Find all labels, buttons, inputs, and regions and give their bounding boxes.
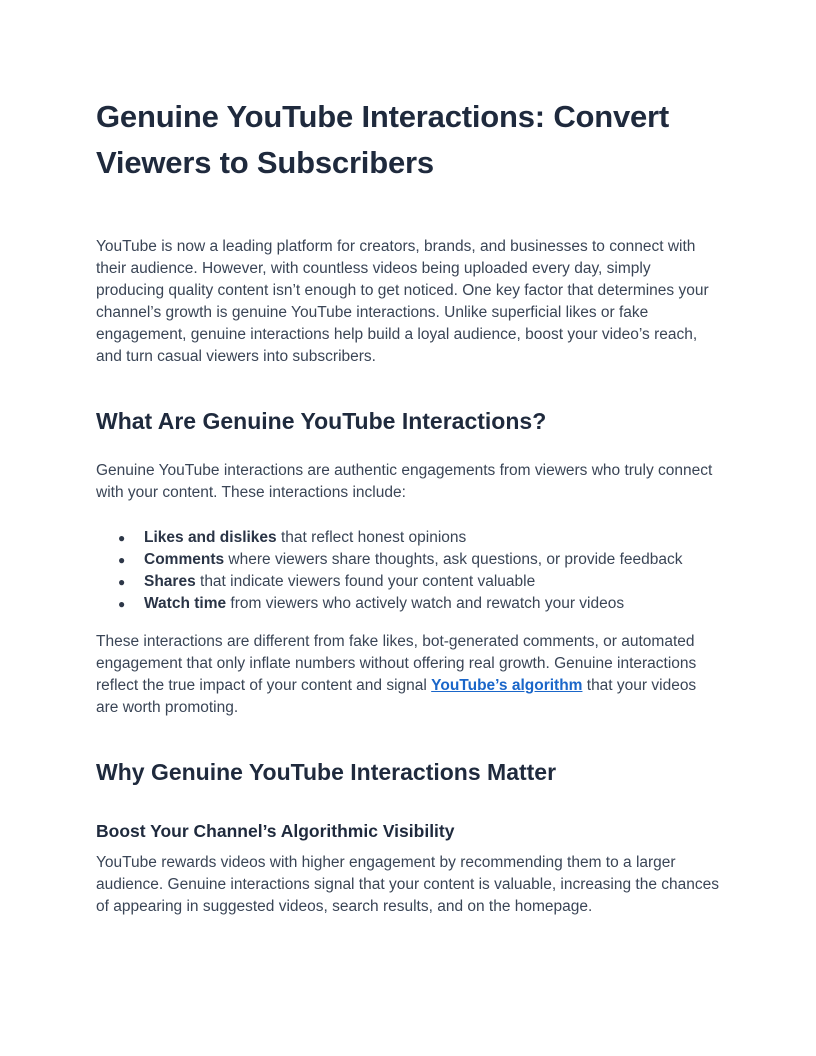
youtube-algorithm-link[interactable]: YouTube’s algorithm	[431, 677, 583, 694]
section-heading-why-matter: Why Genuine YouTube Interactions Matter	[96, 759, 557, 785]
list-item-text: that reflect honest opinions	[276, 529, 467, 546]
bullet-icon: ●	[118, 575, 126, 589]
section-paragraph-contrast	[96, 631, 720, 719]
bullet-icon: ●	[118, 531, 126, 545]
list-item	[118, 527, 720, 549]
subsection-paragraph-visibility: YouTube rewards videos with higher engagement by recommending them to a larger audience. Genuine interactions signal that your content is valuable, increasing the chances of appearing in suggested videos, search results, and on the homepage.	[96, 854, 719, 915]
list-item-text: where viewers share thoughts, ask questions, or provide feedback	[224, 551, 683, 568]
bullet-icon: ●	[118, 553, 126, 567]
page-title: Genuine YouTube Interactions: Convert Viewers to Subscribers	[96, 99, 670, 180]
subsection-heading-visibility: Boost Your Channel’s Algorithmic Visibility	[96, 821, 455, 841]
list-item-bold: Likes and dislikes	[144, 529, 277, 546]
list-item	[118, 571, 720, 593]
list-item-bold: Watch time	[144, 595, 227, 612]
list-item	[118, 593, 720, 615]
list-item-text: that indicate viewers found your content valuable	[195, 573, 536, 590]
paragraph-text-before-link: These interactions are different from fake likes, bot-generated comments, or automated engagement that only inflate numbers without offering real growth. Genuine interactions reflect the true impact of your content and signal	[96, 633, 697, 694]
paragraph-text-after-link: that your videos are worth promoting.	[96, 677, 697, 716]
section-paragraph-definition: Genuine YouTube interactions are authentic engagements from viewers who truly connect with your content. These interactions include:	[96, 462, 713, 501]
interaction-list	[96, 527, 720, 615]
list-item	[118, 549, 720, 571]
intro-paragraph: YouTube is now a leading platform for creators, brands, and businesses to connect with their audience. However, with countless videos being uploaded every day, simply producing quality content isn’t enough to get noticed. One key factor that determines your channel’s growth is genuine YouTube interactions. Unlike superficial likes or fake engagement, genuine interactions help build a loyal audience, boost your video’s reach, and turn casual viewers into subscribers.	[96, 238, 709, 365]
section-heading-what-are: What Are Genuine YouTube Interactions?	[96, 408, 547, 434]
list-item-bold: Shares	[144, 573, 196, 590]
list-item-text: from viewers who actively watch and rewatch your videos	[226, 595, 625, 612]
bullet-icon: ●	[118, 597, 126, 611]
list-item-bold: Comments	[144, 551, 225, 568]
